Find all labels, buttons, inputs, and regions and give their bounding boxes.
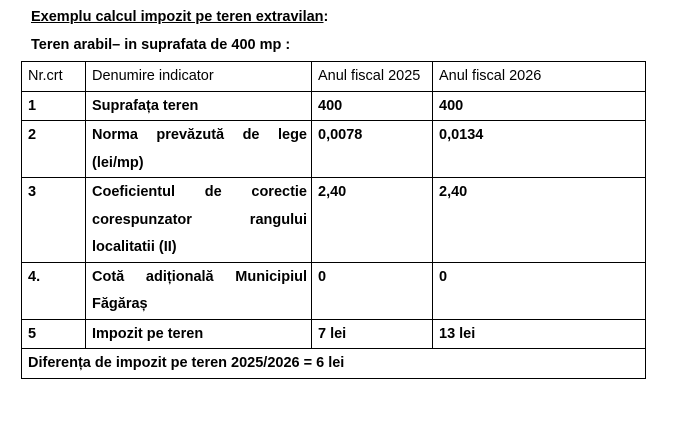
row-value-2026: 2,40 (433, 178, 646, 263)
document-title (31, 8, 328, 26)
header-indicator: Denumire indicator (86, 62, 312, 92)
row-value-2026: 400 (433, 91, 646, 121)
row-value-2025: 0 (312, 262, 433, 319)
tax-difference-summary: Diferența de impozit pe teren 2025/2026 = 6 lei (22, 349, 646, 379)
row-value-2025: 400 (312, 91, 433, 121)
header-nr-crt: Nr.crt (22, 62, 86, 92)
document-title-text: Exemplu calcul impozit pe teren extravilan (31, 9, 324, 25)
row-value-2026: 0,0134 (433, 121, 646, 178)
table-row (22, 121, 646, 178)
table-row (22, 91, 646, 121)
header-year-2025: Anul fiscal 2025 (312, 62, 433, 92)
row-value-2025: 2,40 (312, 178, 433, 263)
row-nr: 4. (22, 262, 86, 319)
row-nr: 1 (22, 91, 86, 121)
row-value-2025: 0,0078 (312, 121, 433, 178)
row-nr: 5 (22, 319, 86, 349)
row-value-2025: 7 lei (312, 319, 433, 349)
row-indicator: Cotă adițională Municipiul Făgăraș (86, 262, 312, 319)
document-subtitle: Teren arabil– in suprafata de 400 mp : (31, 37, 291, 53)
table-row (22, 178, 646, 263)
header-year-2026: Anul fiscal 2026 (433, 62, 646, 92)
table-row (22, 319, 646, 349)
row-indicator: Suprafața teren (86, 91, 312, 121)
row-indicator: Impozit pe teren (86, 319, 312, 349)
table-footer-row (22, 349, 646, 379)
tax-calculation-table (21, 61, 646, 379)
row-nr: 3 (22, 178, 86, 263)
row-nr: 2 (22, 121, 86, 178)
row-value-2026: 13 lei (433, 319, 646, 349)
document-title-suffix: : (323, 9, 329, 25)
row-value-2026: 0 (433, 262, 646, 319)
row-indicator: Coeficientul de corectie corespunzator rangului localitatii (II) (86, 178, 312, 263)
table-row (22, 262, 646, 319)
table-header-row (22, 62, 646, 92)
row-indicator: Norma prevăzută de lege (lei/mp) (86, 121, 312, 178)
